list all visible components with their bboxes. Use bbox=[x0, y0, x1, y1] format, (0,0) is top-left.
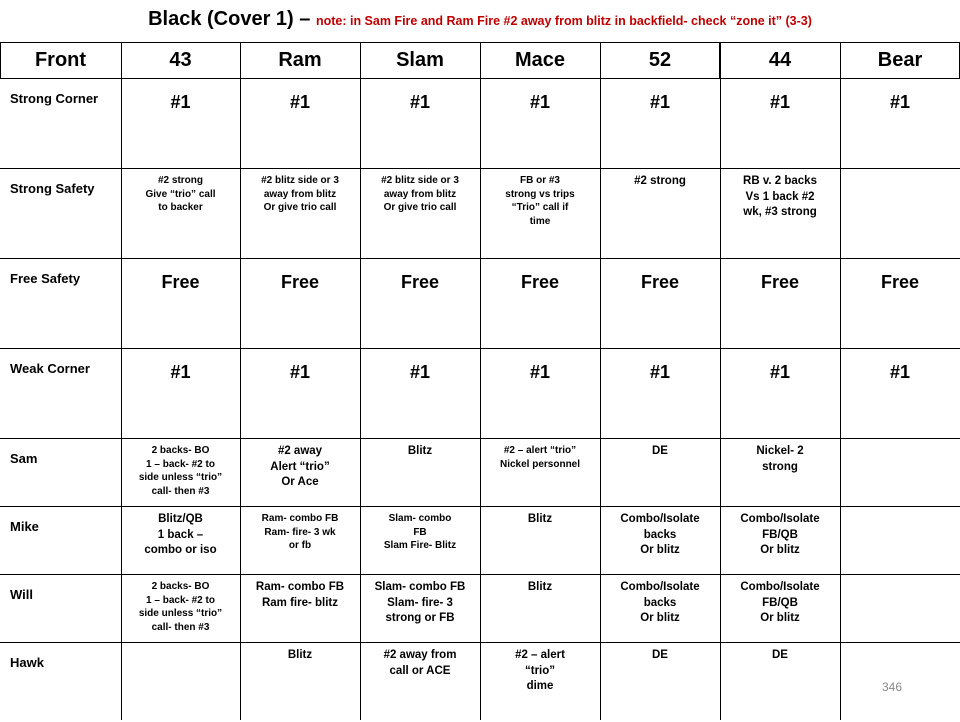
table-cell: FB or #3 strong vs trips “Trio” call if time bbox=[505, 175, 575, 227]
slide-title bbox=[0, 8, 960, 31]
table-cell: #1 bbox=[649, 92, 671, 112]
table-cell: #2 – alert “trio” dime bbox=[515, 649, 565, 693]
table-cell: #1 bbox=[170, 362, 191, 382]
column-header: Bear bbox=[877, 48, 923, 71]
table-cell: DE bbox=[772, 649, 788, 661]
table-column-divider bbox=[600, 42, 601, 720]
table-cell: #1 bbox=[769, 362, 791, 382]
table-cell: #1 bbox=[889, 92, 911, 112]
row-label: Mike bbox=[10, 519, 39, 534]
table-row-divider bbox=[0, 506, 960, 507]
table-cell: #2 blitz side or 3 away from blitz Or give trio call bbox=[261, 175, 339, 213]
row-label: Hawk bbox=[10, 655, 44, 670]
table-row-divider bbox=[0, 168, 960, 169]
table-cell: Free bbox=[640, 272, 680, 292]
table-column-divider bbox=[480, 42, 481, 720]
table-cell: Free bbox=[400, 272, 440, 292]
title-main: Black (Cover 1) – bbox=[148, 8, 316, 30]
table-row-divider bbox=[0, 642, 960, 643]
table-cell: #1 bbox=[289, 92, 311, 112]
column-header: 52 bbox=[648, 48, 672, 71]
table-cell: DE bbox=[652, 445, 668, 457]
row-label: Sam bbox=[10, 451, 38, 466]
table-cell: Combo/Isolate backs Or blitz bbox=[620, 513, 700, 557]
table-cell: #1 bbox=[409, 362, 431, 382]
table-cell: Free bbox=[520, 272, 560, 292]
table-cell: 2 backs- BO 1 – back- #2 to side unless “trio” call- then #3 bbox=[138, 581, 223, 633]
table-cell: Free bbox=[161, 272, 200, 292]
table-row-divider bbox=[0, 78, 960, 79]
page-number: 346 bbox=[881, 680, 902, 694]
table-row-divider bbox=[0, 574, 960, 575]
table-column-divider bbox=[720, 42, 721, 720]
table-cell: Free bbox=[880, 272, 920, 292]
table-cell: RB v. 2 backs Vs 1 back #2 wk, #3 strong bbox=[743, 175, 817, 219]
table-cell: Blitz bbox=[527, 581, 553, 593]
table-cell: #1 bbox=[170, 92, 191, 112]
column-header: Slam bbox=[396, 48, 444, 71]
table-cell: Combo/Isolate FB/QB Or blitz bbox=[740, 581, 820, 625]
table-cell: #1 bbox=[529, 362, 551, 382]
table-cell: #1 bbox=[889, 362, 911, 382]
table-cell: DE bbox=[652, 649, 668, 661]
table-cell: Ram- combo FB Ram fire- blitz bbox=[255, 581, 345, 609]
table-cell: #2 – alert “trio” Nickel personnel bbox=[499, 445, 581, 470]
table-cell: #2 away Alert “trio” Or Ace bbox=[270, 445, 330, 489]
table-column-divider bbox=[121, 42, 122, 720]
table-cell: #1 bbox=[649, 362, 671, 382]
table-cell: Nickel- 2 strong bbox=[756, 445, 804, 473]
table-cell: Blitz/QB 1 back – combo or iso bbox=[144, 513, 217, 557]
table-cell: Blitz bbox=[287, 649, 313, 661]
column-header: Mace bbox=[514, 48, 566, 71]
table-cell: Ram- combo FB Ram- fire- 3 wk or fb bbox=[261, 513, 339, 551]
row-label: Free Safety bbox=[10, 271, 81, 286]
table-cell: Slam- combo FB Slam Fire- Blitz bbox=[383, 513, 457, 551]
table-column-divider bbox=[240, 42, 241, 720]
table-cell: Free bbox=[760, 272, 800, 292]
row-label: Strong Safety bbox=[10, 181, 95, 196]
row-label: Weak Corner bbox=[10, 361, 90, 376]
table-cell: Free bbox=[280, 272, 320, 292]
column-header: Front bbox=[34, 48, 87, 71]
table-cell: #1 bbox=[769, 92, 791, 112]
table-cell: Combo/Isolate FB/QB Or blitz bbox=[740, 513, 820, 557]
table-column-divider bbox=[840, 42, 841, 720]
table-cell: #1 bbox=[529, 92, 551, 112]
table-column-divider bbox=[360, 42, 361, 720]
table-cell: Slam- combo FB Slam- fire- 3 strong or FB bbox=[374, 581, 466, 625]
row-label: Will bbox=[10, 587, 33, 602]
table-row-divider bbox=[0, 258, 960, 259]
table-cell: 2 backs- BO 1 – back- #2 to side unless “trio” call- then #3 bbox=[138, 445, 223, 497]
table-cell: #2 blitz side or 3 away from blitz Or give trio call bbox=[381, 175, 459, 213]
coverage-table bbox=[0, 42, 960, 722]
table-cell: #2 away from call or ACE bbox=[383, 649, 457, 677]
column-header: Ram bbox=[278, 48, 322, 71]
table-cell: #2 strong bbox=[634, 175, 686, 187]
table-cell: #2 strong Give “trio” call to backer bbox=[145, 175, 216, 213]
row-label: Strong Corner bbox=[10, 91, 99, 106]
table-cell: #1 bbox=[289, 362, 311, 382]
table-row-divider bbox=[0, 438, 960, 439]
table-cell: Blitz bbox=[407, 445, 433, 457]
column-header: 43 bbox=[169, 48, 192, 71]
column-header: 44 bbox=[768, 48, 792, 71]
table-cell: Blitz bbox=[527, 513, 553, 525]
table-row-divider bbox=[0, 348, 960, 349]
title-note: note: in Sam Fire and Ram Fire #2 away from blitz in backfield- check “zone it” (3-3) bbox=[315, 14, 812, 28]
table-cell: #1 bbox=[409, 92, 431, 112]
table-cell: Combo/Isolate backs Or blitz bbox=[620, 581, 700, 625]
